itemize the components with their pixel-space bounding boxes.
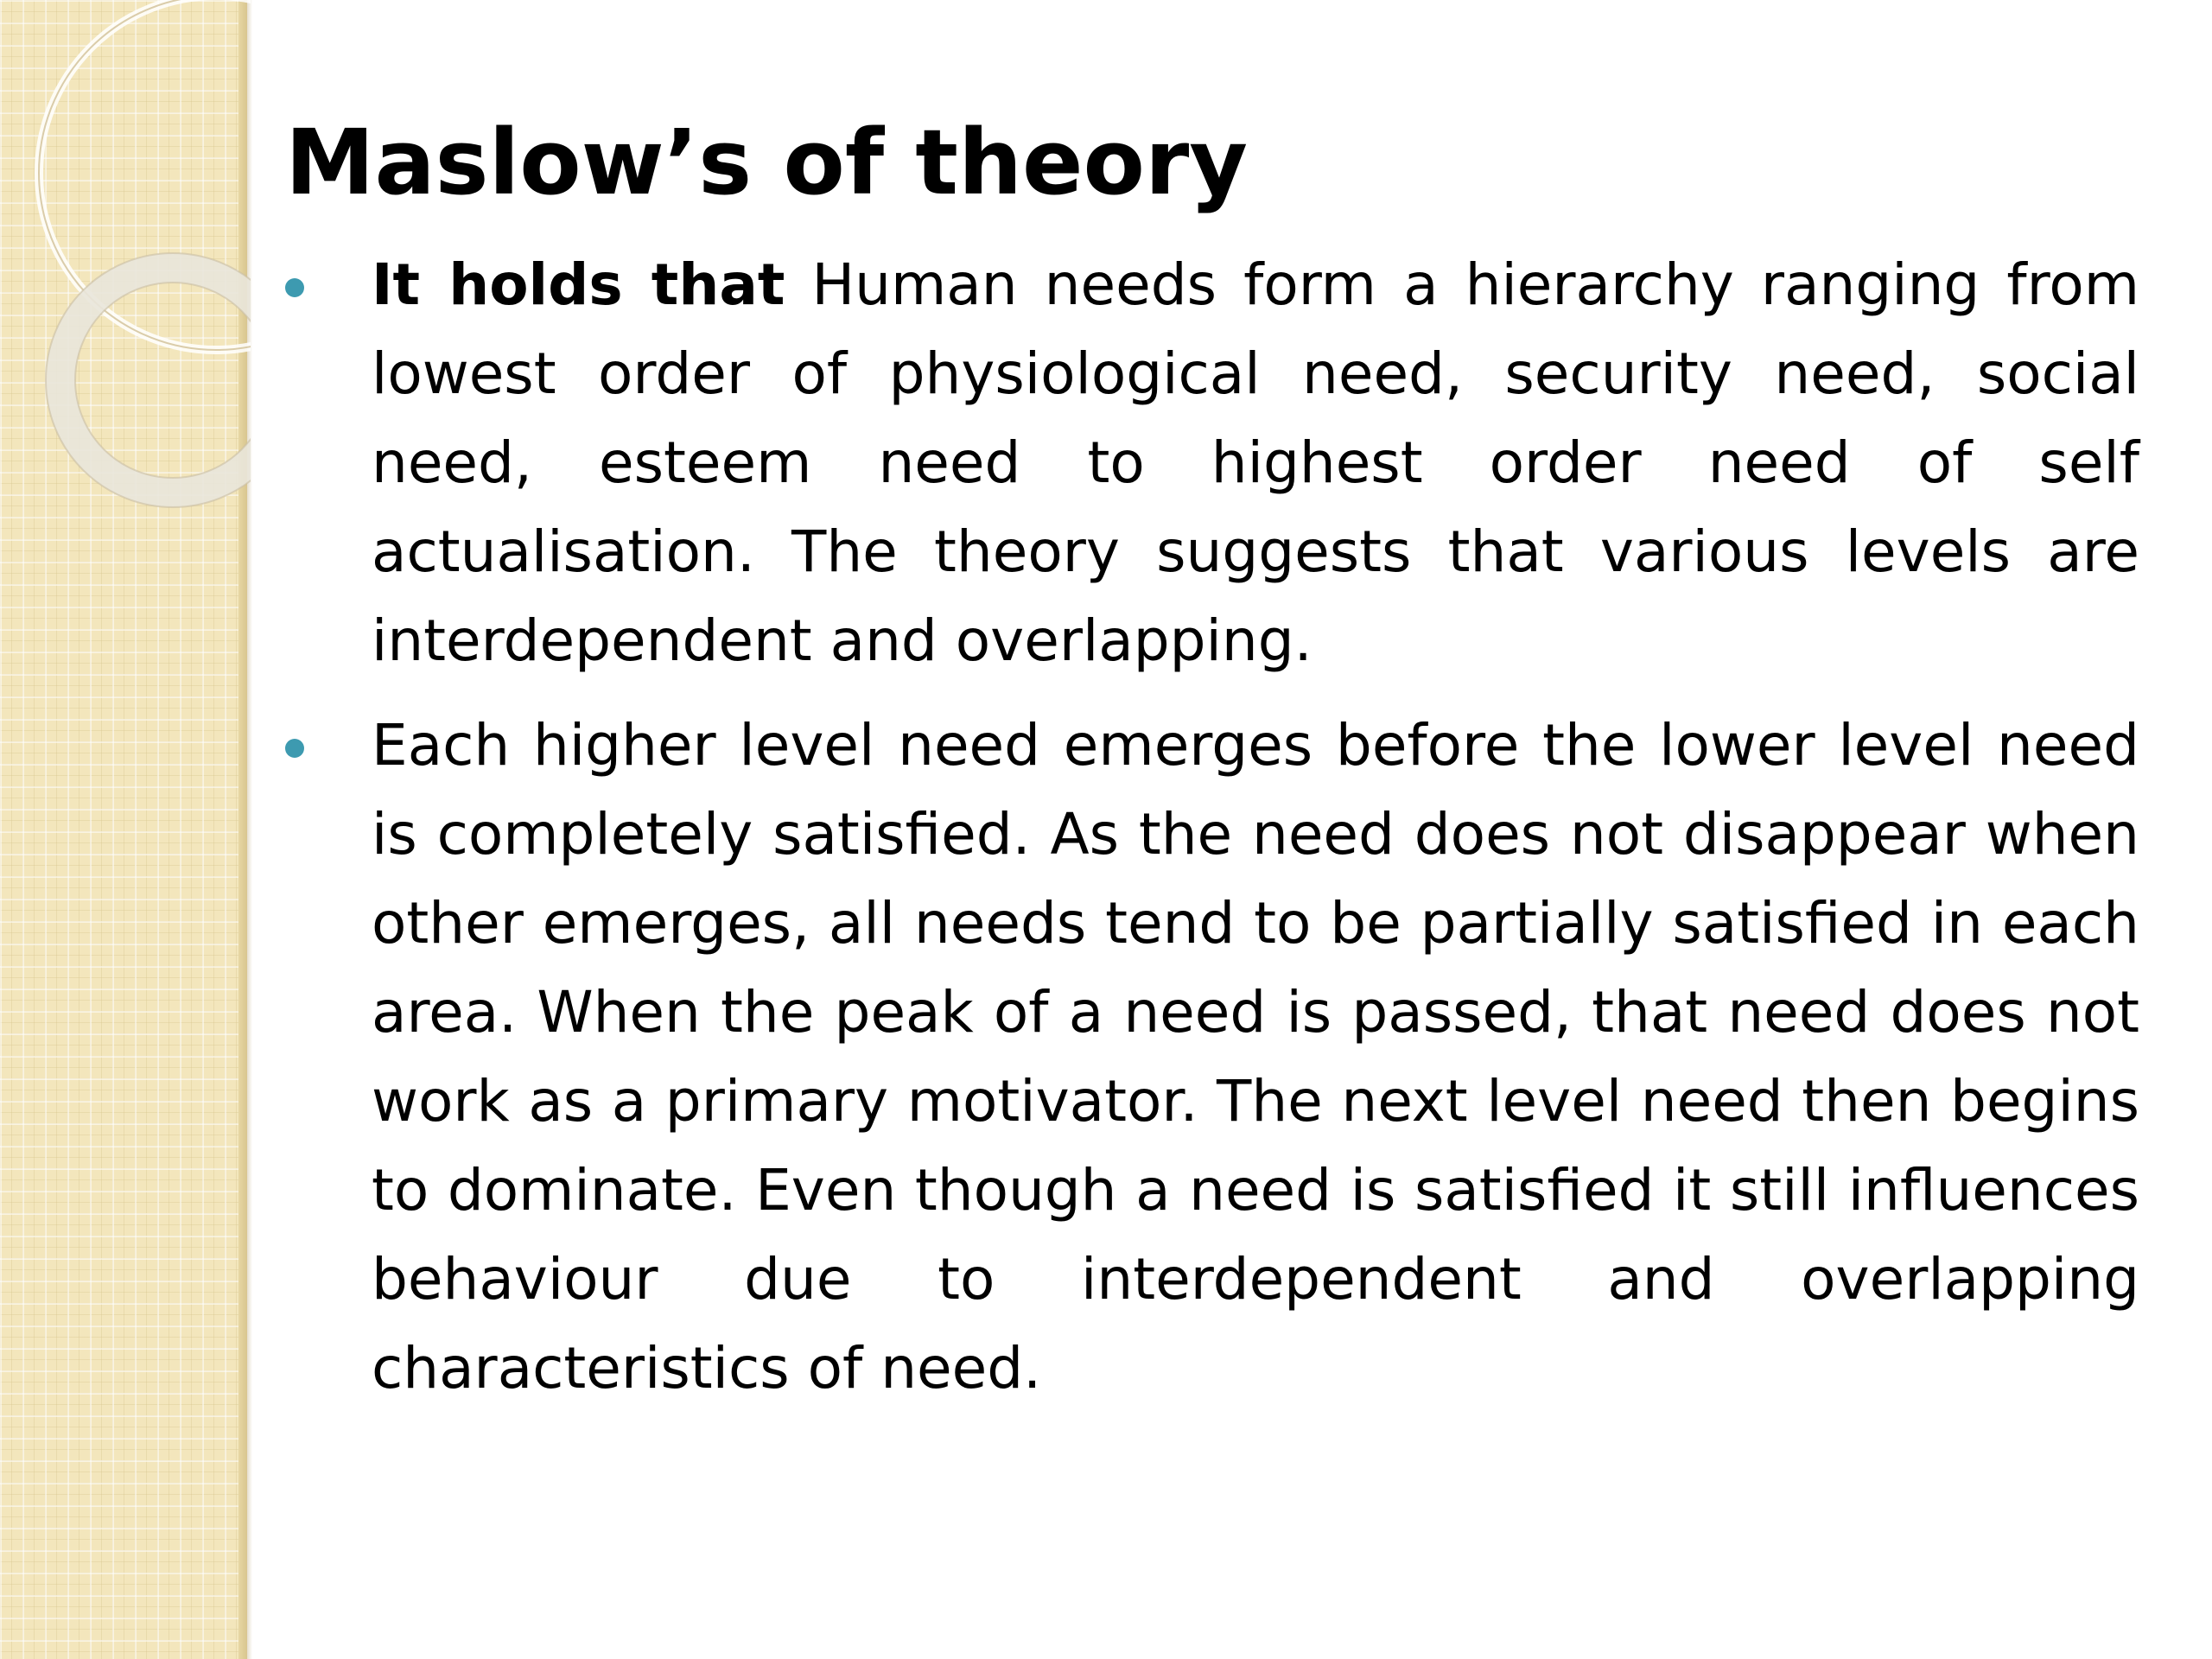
slide-title: Maslow’s of theory (285, 110, 1249, 215)
round-dot-icon (285, 278, 304, 297)
decorative-rings-icon (0, 0, 251, 536)
bullet-item-1 (372, 240, 2139, 685)
bullet-body-text: Human needs form a hierarchy ranging from lowest order of physiological need, security need, social need, esteem need to highest order need of self actualisation. The theory suggests that various levels are interdependent and overlapping. (372, 251, 2139, 674)
bullet-item-2 (372, 701, 2139, 1413)
bullet-list (372, 240, 2139, 1428)
bullet-lead-text: It holds that (372, 251, 785, 318)
round-dot-icon (285, 739, 304, 758)
bullet-body-text: Each higher level need emerges before the lower level need is completely satisfied. As the need does not disappear when other emerges, all needs tend to be partially satisfied in each area. When the peak of a need is passed, that need does not work as a primary motivator. The next level need then begins to dominate. Even though a need is satisfied it still influences behaviour due to interdependent and overlapping characteristics of need. (372, 712, 2139, 1402)
